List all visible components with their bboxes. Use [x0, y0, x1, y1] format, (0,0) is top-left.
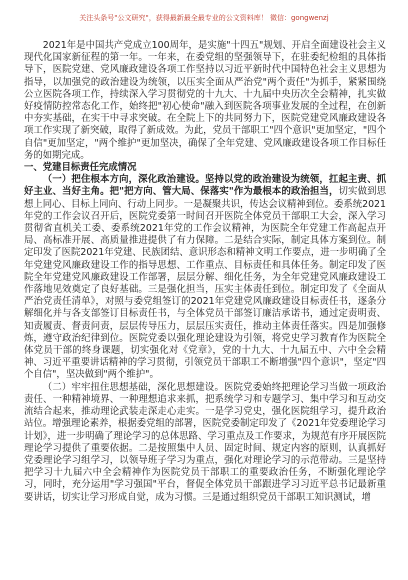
- document-body: [24, 40, 386, 504]
- intro-paragraph: 2021年是中国共产党成立100周年，是实施"十四五"规划、开启全面建设社会主义现代化国家新征程的第一年。一年来，在委党组的坚强领导下，在驻委纪检组的具体指导下，医院党建、党风廉政建设各项工作坚持以习近平新时代中国特色社会主义思想为指导，以加强党的政治建设为统领，以压实全面从严治党"两个责任"为抓手，紧紧围绕公立医院各项工作，持续深入学习贯彻党的十九大、十九届中央历次全会精神，扎实做好疫情防控常态化工作，始终把"初心使命"融入到医院各项事业发展的全过程，在创新中夯实基础，在实干中寻求突破。在全院上下的共同努力下，医院党建党风廉政建设各项工作实现了新突破，取得了新成效。为此，党员干部职工"四个意识"更加坚定，"四个自信"更加坚定，"两个维护"更加坚决，确保了全年党建、党风廉政建设各项工作目标任务的如期完成。: [24, 40, 386, 161]
- watermark-banner: 关注头条号"公文研究"，获得最新最全最专业的公文资料库！ 微信：gongwenzj: [79, 14, 329, 22]
- section-heading: 一、党建目标责任完成情况: [24, 162, 137, 174]
- subsection-1-text: 切实做到思想上同心、目标上同向、行动上同步。一是凝聚共识，传达会议精神到位。委系统2021年党的工作会议召开后，医院党委第一时间召开医院全体党员干部职工大会，深入学习贯彻省直机关工委、委系统2021年党的工作会议精神，为医院全年党建工作高起点开局、高标准开展、高质量推进提供了有力保障。二是结合实际，制定具体方案到位。制定印发了医院2021年党建、民族团结、意识形态和精神文明工作要点，进一步明确了全年党建党风廉政建设工作的指导思想、工作重点、目标责任和具体任务。制定印发了医院全年党建党风廉政建设工作部署，层层分解、细化任务，为全年党建党风廉政建设工作落地见效奠定了良好基础。三是强化担当，压实主体责任到位。制定印发了《全面从严治党责任清单》，对照与委党组签订的2021年党建党风廉政建设目标责任书，逐条分解细化并与各支部签订目标责任书，与全体党员干部签订廉洁承诺书，通过定责明责、知责履责、督责问责，层层传导压力，层层压实责任，推动主体责任落实。四是加强修炼，遵守政治纪律到位。医院党委以强化理论建设为引领，将党史学习教育作为医院全体党员干部的终身课题，切实强化对《党章》，党的十九大、十九届五中、六中全会精神、习近平重要讲话精神的学习贯彻，引领党员干部职工不断增强"四个意识"，坚定"四个自信"，坚决做到"两个维护"。: [24, 186, 386, 381]
- subsection-1-lead: （一）把住根本方向，深化政治建设。坚持以党的政治建设为统领，扛起主责、抓好主业、当好主角。把"把方向、管大局、保落实"作为最根本的政治担当，: [24, 174, 386, 198]
- subsection-1-paragraph: [24, 174, 386, 381]
- subsection-2-paragraph: （二）牢牢扭住思想基础，深化思想建设。医院党委始终把理论学习当做一项政治责任、一种精神境界、一种理想追求来抓，把系统学习和专题学习、集中学习和互动交流结合起来，推动理论武装走深走心走实。一是学习党史，强化医院组学习，提升政治站位。增强理论素养，根据委党组的部署，医院党委制定印发了《2021年党委理论学习计划》，进一步明确了理论学习的总体思路、学习重点及工作要求，为规范有序开展医院理论学习提供了重要依据。二是按照集中人员、固定时间、规定内容的原则，认真抓好党委理论学习组学习，以领导班子学习为重点，强化对理论学习的示范带动。三是坚持把学习十九届六中全会精神作为医院党员干部职工的重要政治任务，不断强化理论学习，同时，充分运用"学习强国"平台，督促全体党员干部跟进学习习近平总书记最新重要讲话，切实让学习形成自觉，成为习惯。三是通过组织党员干部职工知识测试，增: [24, 381, 386, 503]
